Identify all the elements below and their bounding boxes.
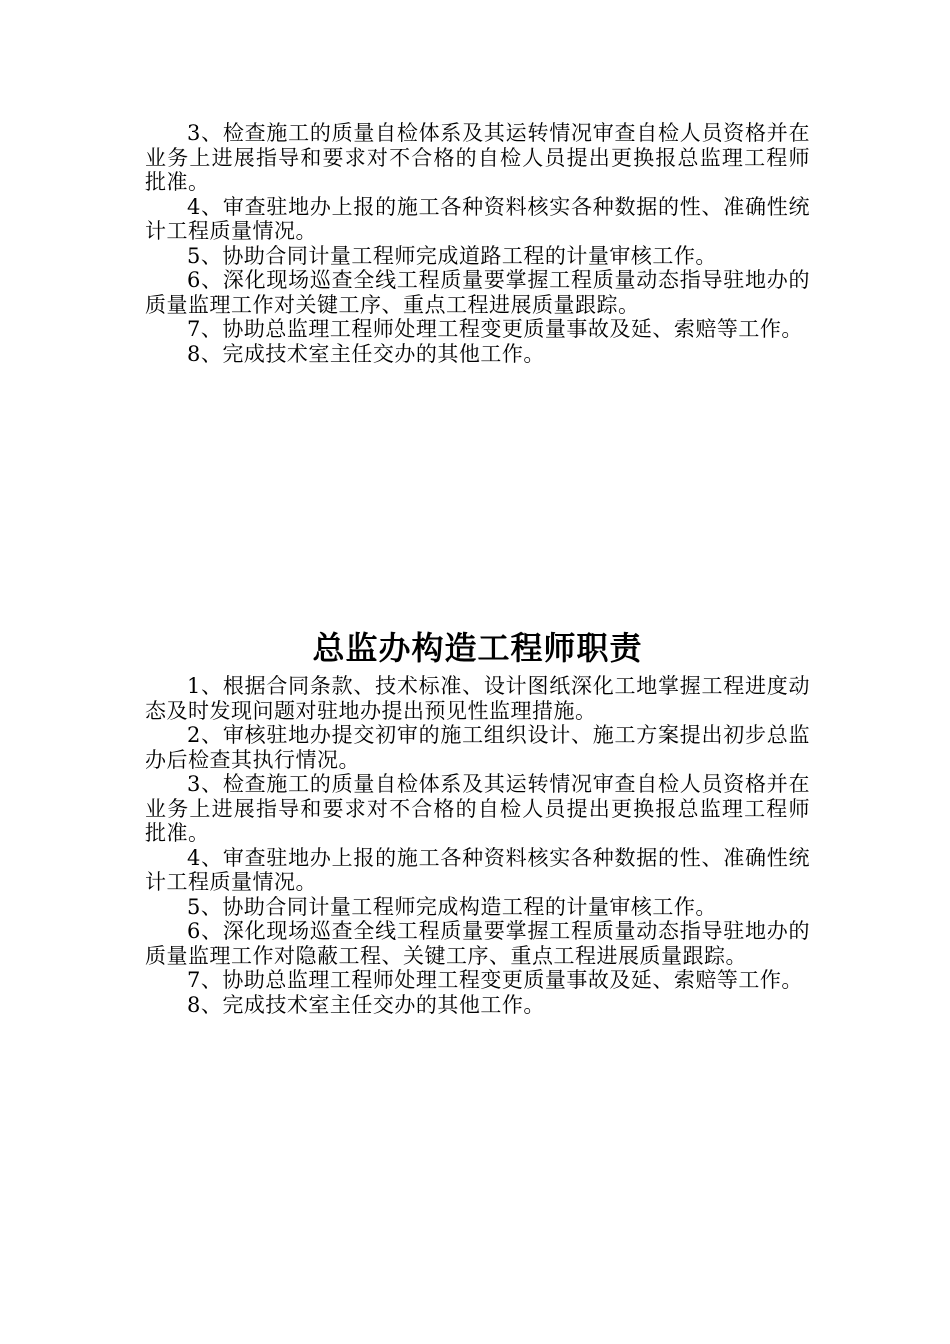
section-title: 总监办构造工程师职责	[312, 629, 643, 667]
duty-item-2: 2、审核驻地办提交初审的施工组织设计、施工方案提出初步总监办后检查其执行情况。	[145, 723, 810, 772]
duty-item-1: 1、根据合同条款、技术标准、设计图纸深化工地掌握工程进度动态及时发现问题对驻地办提出预见性监理措施。	[145, 674, 810, 723]
duty-item-6: 6、深化现场巡查全线工程质量要掌握工程质量动态指导驻地办的质量监理工作对隐蔽工程、关键工序、重点工程进展质量跟踪。	[145, 919, 810, 968]
duty-item-7: 7、协助总监理工程师处理工程变更质量事故及延、索赔等工作。	[187, 317, 803, 341]
duty-item-5: 5、协助合同计量工程师完成构造工程的计量审核工作。	[187, 894, 717, 919]
duty-item-3: 3、检查施工的质量自检体系及其运转情况审查自检人员资格并在业务上进展指导和要求对不合格的自检人员提出更换报总监理工程师批准。	[145, 121, 810, 194]
duty-item-6: 6、深化现场巡查全线工程质量要掌握工程质量动态指导驻地办的质量监理工作对关键工序、重点工程进展质量跟踪。	[145, 268, 810, 317]
duty-item-5: 5、协助合同计量工程师完成道路工程的计量审核工作。	[187, 243, 717, 268]
duty-item-3: 3、检查施工的质量自检体系及其运转情况审查自检人员资格并在业务上进展指导和要求对不合格的自检人员提出更换报总监理工程师批准。	[145, 772, 810, 845]
road-engineer-duties-continued	[145, 121, 810, 366]
duty-item-7: 7、协助总监理工程师处理工程变更质量事故及延、索赔等工作。	[187, 968, 803, 992]
duty-item-4: 4、审查驻地办上报的施工各种资料核实各种数据的性、准确性统计工程质量情况。	[145, 194, 810, 243]
structure-engineer-duties	[145, 624, 810, 1017]
duty-item-8: 8、完成技术室主任交办的其他工作。	[187, 341, 545, 366]
duty-item-4: 4、审查驻地办上报的施工各种资料核实各种数据的性、准确性统计工程质量情况。	[145, 845, 810, 894]
duty-item-8: 8、完成技术室主任交办的其他工作。	[187, 992, 545, 1017]
